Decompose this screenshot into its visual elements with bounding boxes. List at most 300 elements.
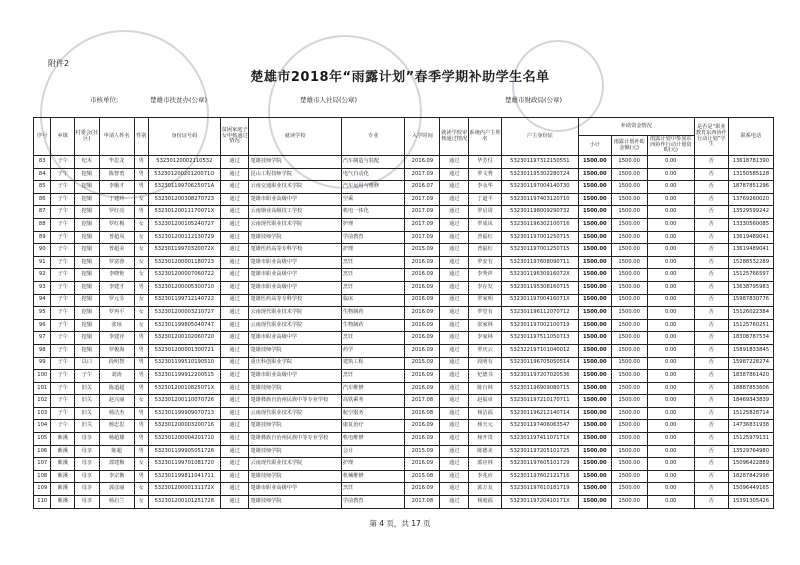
cell-school: 楚雄医药高等专科学校: [249, 244, 341, 257]
cell-no: 83: [34, 156, 51, 169]
cell-date: 2016.09: [405, 483, 440, 496]
cell-phone: 15987830776: [728, 294, 773, 307]
table-row: [34, 181, 774, 194]
cell-school: 云南现代职业技术学院: [249, 218, 341, 231]
cell-phone: 13619489041: [728, 244, 773, 257]
cell-pass: 通过: [220, 458, 249, 471]
cell-id: 532301200005300710: [148, 281, 220, 294]
cell-yulu: 1500.00: [611, 496, 647, 509]
cell-village: 母享: [75, 445, 100, 458]
cell-holder: 李家林: [469, 332, 502, 345]
cell-pass: 通过: [220, 370, 249, 383]
cell-check: 通过: [440, 319, 469, 332]
cell-other: 0.00: [647, 458, 694, 471]
table-row: [34, 395, 774, 408]
cell-village: 挖铜: [75, 218, 100, 231]
cell-account: 532301197001250715: [501, 231, 578, 244]
cell-id: 532301200003210727: [148, 307, 220, 320]
cell-id: 532301200105240727: [148, 218, 220, 231]
cell-gender: 女: [134, 395, 148, 408]
cell-plan: 否: [694, 256, 728, 269]
cell-town: 子午: [51, 206, 75, 219]
cell-check: 通过: [440, 206, 469, 219]
cell-village: 挖铜: [75, 319, 100, 332]
table-row: [34, 256, 774, 269]
cell-name: 陈超: [99, 445, 134, 458]
cell-yulu: 1500.00: [611, 168, 647, 181]
cell-account: 53230119630916072X: [501, 269, 578, 282]
cell-town: 子午: [51, 370, 75, 383]
cell-other: 0.00: [647, 269, 694, 282]
cell-village: 挖铜: [75, 244, 100, 257]
cell-subtotal: 1500.00: [578, 458, 611, 471]
cell-id: 53230120020120071O: [148, 168, 220, 181]
cell-no: 88: [34, 218, 51, 231]
cell-school: 楚雄技师学院: [249, 344, 341, 357]
cell-gender: 女: [134, 458, 148, 471]
cell-check: 通过: [440, 370, 469, 383]
cell-no: 104: [34, 420, 51, 433]
cell-holder: 罗安有: [469, 256, 502, 269]
cell-date: 2017.09: [405, 231, 440, 244]
cell-no: 106: [34, 445, 51, 458]
cell-plan: 否: [694, 458, 728, 471]
table-row: [34, 193, 774, 206]
cell-id: 53230120002110532: [148, 156, 220, 169]
cell-account: 532301197610181719: [501, 483, 578, 496]
header-other-amount: 雨露计划中参加东西协作行动计划资助(元): [647, 136, 694, 156]
cell-village: 挖铜: [75, 307, 100, 320]
cell-other: 0.00: [647, 433, 694, 446]
cell-account: 532301197205101725: [501, 445, 578, 458]
cell-town: 子午: [51, 244, 75, 257]
cell-id: 532301199712140722: [148, 294, 220, 307]
cell-holder: 罗家明: [469, 294, 502, 307]
cell-village: 旧关: [75, 382, 100, 395]
cell-major: 学前教育: [341, 496, 405, 509]
header-township: 乡镇: [51, 118, 75, 156]
cell-check: 通过: [440, 445, 469, 458]
cell-check: 通过: [440, 407, 469, 420]
cell-name: 罗俊海: [99, 344, 134, 357]
cell-gender: 女: [134, 319, 148, 332]
cell-other: 0.00: [647, 168, 694, 181]
cell-account: 532322197101040012: [501, 344, 578, 357]
cell-school: 楚雄技师学院: [249, 231, 341, 244]
cell-id: 532301199701081720: [148, 458, 220, 471]
cell-date: 2015.09: [405, 244, 440, 257]
cell-yulu: 1500.00: [611, 281, 647, 294]
cell-date: 2016.09: [405, 256, 440, 269]
cell-check: 通过: [440, 307, 469, 320]
cell-yulu: 1500.00: [611, 332, 647, 345]
cell-check: 通过: [440, 156, 469, 169]
cell-plan: 否: [694, 332, 728, 345]
cell-holder: 陈德美: [469, 445, 502, 458]
cell-subtotal: 1500.00: [578, 496, 611, 509]
cell-yulu: 1500.00: [611, 420, 647, 433]
cell-gender: 女: [134, 193, 148, 206]
cell-village: 挖铜: [75, 281, 100, 294]
cell-gender: 男: [134, 168, 148, 181]
cell-school: 楚雄技师学院: [249, 445, 341, 458]
cell-no: 85: [34, 181, 51, 194]
cell-pass: 通过: [220, 483, 249, 496]
cell-phone: 15891833845: [728, 344, 773, 357]
cell-yulu: 1500.00: [611, 357, 647, 370]
cell-gender: 男: [134, 382, 148, 395]
cell-other: 0.00: [647, 294, 694, 307]
cell-phone: 13618781390: [728, 156, 773, 169]
cell-check: 通过: [440, 193, 469, 206]
cell-village: 挖铜: [75, 256, 100, 269]
cell-name: 刘涛: [99, 370, 134, 383]
cell-account: 532301197608090711: [501, 256, 578, 269]
cell-subtotal: 1500.00: [578, 269, 611, 282]
cell-pass: 通过: [220, 307, 249, 320]
cell-phone: 18387861420: [728, 370, 773, 383]
cell-plan: 否: [694, 483, 728, 496]
cell-school: 云南现代职业技术学院: [249, 407, 341, 420]
cell-account: 532301197403120710: [501, 193, 578, 206]
cell-check: 通过: [440, 294, 469, 307]
cell-name: 李宗衡: [99, 470, 134, 483]
cell-subtotal: 1500.00: [578, 433, 611, 446]
cell-name: 普超凤: [99, 231, 134, 244]
cell-town: 子午: [51, 168, 75, 181]
cell-school: 楚雄市职业高级中学: [249, 370, 341, 383]
cell-date: 2016.09: [405, 344, 440, 357]
cell-no: 102: [34, 395, 51, 408]
cell-village: 挖铜: [75, 193, 100, 206]
cell-id: 53230119970625071A: [148, 181, 220, 194]
cell-account: 532301197312150551: [501, 156, 578, 169]
table-row: [34, 269, 774, 282]
table-body: [34, 156, 774, 509]
cell-subtotal: 1500.00: [578, 256, 611, 269]
cell-plan: 否: [694, 294, 728, 307]
cell-id: 532301200001180723: [148, 256, 220, 269]
cell-pass: 通过: [220, 206, 249, 219]
cell-gender: 男: [134, 370, 148, 383]
cell-check: 通过: [440, 496, 469, 509]
cell-date: 2016.09: [405, 156, 440, 169]
cell-account: 532301197210170711: [501, 395, 578, 408]
cell-account: 532301198009290732: [501, 206, 578, 219]
cell-village: 挖铜: [75, 269, 100, 282]
cell-town: 子午: [51, 269, 75, 282]
cell-account: 53230119720410171X: [501, 496, 578, 509]
cell-date: 2016.09: [405, 269, 440, 282]
cell-gender: 女: [134, 269, 148, 282]
cell-major: 生物制药: [341, 307, 405, 320]
cell-school: 云南现代职业技术学院: [249, 307, 341, 320]
cell-town: 紫溪: [51, 483, 75, 496]
cell-subtotal: 1500.00: [578, 483, 611, 496]
cell-other: 0.00: [647, 244, 694, 257]
cell-yulu: 1500.00: [611, 181, 647, 194]
cell-town: 子午: [51, 156, 75, 169]
cell-plan: 否: [694, 344, 728, 357]
cell-date: 2015.08: [405, 470, 440, 483]
cell-school: 楚雄技师学院: [249, 420, 341, 433]
cell-yulu: 1500.00: [611, 395, 647, 408]
header-subsidy-group: 补助资金情况: [578, 118, 694, 136]
cell-subtotal: 1500.00: [578, 332, 611, 345]
cell-town: 子午: [51, 382, 75, 395]
cell-yulu: 1500.00: [611, 244, 647, 257]
cell-holder: 罗庆云: [469, 344, 502, 357]
cell-subtotal: 1500.00: [578, 319, 611, 332]
cell-pass: 通过: [220, 433, 249, 446]
cell-subtotal: 1500.00: [578, 382, 611, 395]
cell-other: 0.00: [647, 344, 694, 357]
cell-date: 2016.09: [405, 370, 440, 383]
cell-id: 53230120011170071X: [148, 206, 220, 219]
header-village: 村委会(社区): [75, 118, 100, 156]
cell-gender: 男: [134, 332, 148, 345]
cell-town: 子午: [51, 332, 75, 345]
header-account-holder: 系统内户主姓名: [469, 118, 502, 156]
cell-pass: 通过: [220, 256, 249, 269]
cell-name: 杨忠思: [99, 420, 134, 433]
cell-other: 0.00: [647, 319, 694, 332]
cell-phone: 14736831938: [728, 420, 773, 433]
cell-id: 532301200004201710: [148, 433, 220, 446]
cell-school: 楚雄市职业高级中学: [249, 256, 341, 269]
cell-major: 烹饪: [341, 269, 405, 282]
cell-id: 53230120000131172X: [148, 483, 220, 496]
cell-school: 重庆科创职业学院: [249, 357, 341, 370]
cell-pass: 通过: [220, 332, 249, 345]
cell-id: 532301199805040747: [148, 319, 220, 332]
cell-town: 紫溪: [51, 445, 75, 458]
cell-school: 楚雄彝族自治州民族中等专业学校: [249, 433, 341, 446]
cell-no: 86: [34, 193, 51, 206]
cell-no: 107: [34, 458, 51, 471]
cell-pass: 通过: [220, 281, 249, 294]
cell-major: 生物制药: [341, 319, 405, 332]
cell-account: 532301195302280724: [501, 168, 578, 181]
cell-account: 532301197001250715: [501, 244, 578, 257]
cell-id: 532301200007060722: [148, 269, 220, 282]
cell-account: 532301195308160715: [501, 281, 578, 294]
cell-major: 汽车运用与维修: [341, 181, 405, 194]
cell-yulu: 1500.00: [611, 407, 647, 420]
cell-village: 旧关: [75, 420, 100, 433]
cell-plan: 否: [694, 281, 728, 294]
cell-pass: 通过: [220, 395, 249, 408]
cell-account: 532301197002100719: [501, 319, 578, 332]
cell-gender: 女: [134, 294, 148, 307]
cell-yulu: 1500.00: [611, 206, 647, 219]
cell-plan: 否: [694, 319, 728, 332]
cell-phone: 18308787534: [728, 332, 773, 345]
table-row: [34, 445, 774, 458]
cell-name: 罗红梅: [99, 218, 134, 231]
cell-id: 53230120010825071X: [148, 382, 220, 395]
cell-check: 通过: [440, 357, 469, 370]
cell-school: 楚雄市职业高级中学: [249, 193, 341, 206]
cell-holder: 李兆应: [469, 470, 502, 483]
cell-phone: 15096449165: [728, 483, 773, 496]
cell-phone: 13638795983: [728, 281, 773, 294]
page-footer: 第 4 页，共 17 页: [369, 519, 431, 528]
cell-other: 0.00: [647, 256, 694, 269]
cell-town: 子午: [51, 420, 75, 433]
cell-plan: 否: [694, 244, 728, 257]
cell-school: 云南钢业高级技工学校: [249, 206, 341, 219]
cell-yulu: 1500.00: [611, 156, 647, 169]
cell-gender: 男: [134, 206, 148, 219]
cell-pass: 通过: [220, 294, 249, 307]
cell-name: 丁建玲: [99, 193, 134, 206]
cell-check: 通过: [440, 231, 469, 244]
cell-gender: 男: [134, 357, 148, 370]
cell-plan: 否: [694, 433, 728, 446]
cell-gender: 女: [134, 483, 148, 496]
cell-no: 84: [34, 168, 51, 181]
cell-plan: 否: [694, 269, 728, 282]
attachment-label: 附件2: [48, 59, 70, 68]
cell-town: 紫溪: [51, 470, 75, 483]
cell-town: 子午: [51, 319, 75, 332]
cell-date: 2017.09: [405, 218, 440, 231]
cell-major: 护理: [341, 218, 405, 231]
cell-village: 挖铜: [75, 332, 100, 345]
table-row: [34, 281, 774, 294]
cell-yulu: 1500.00: [611, 370, 647, 383]
cell-major: 烹饪: [341, 332, 405, 345]
cell-major: 电气自动化: [341, 168, 405, 181]
cell-other: 0.00: [647, 307, 694, 320]
cell-yulu: 1500.00: [611, 294, 647, 307]
cell-subtotal: 1500.00: [578, 206, 611, 219]
cell-school: 楚雄彝族自治州民族中等专业学校: [249, 395, 341, 408]
cell-subtotal: 1500.00: [578, 407, 611, 420]
cell-subtotal: 1500.00: [578, 281, 611, 294]
cell-account: 532301197602121716: [501, 470, 578, 483]
cell-account: 532301197605101729: [501, 458, 578, 471]
cell-pass: 通过: [220, 193, 249, 206]
cell-other: 0.00: [647, 382, 694, 395]
header-gender: 性别: [134, 118, 148, 156]
cell-major: 空乘: [341, 193, 405, 206]
cell-village: 旧关: [75, 407, 100, 420]
cell-village: 母享: [75, 433, 100, 446]
cell-phone: 15125766597: [728, 269, 773, 282]
cell-no: 91: [34, 256, 51, 269]
cell-date: 2017.08: [405, 395, 440, 408]
cell-name: 杨超雄: [99, 433, 134, 446]
table-row: [34, 332, 774, 345]
cell-date: 2016.09: [405, 281, 440, 294]
cell-town: 紫溪: [51, 458, 75, 471]
cell-holder: 张家林: [469, 319, 502, 332]
cell-plan: 否: [694, 382, 728, 395]
cell-major: 烹饪: [341, 256, 405, 269]
cell-village: 旧关: [75, 395, 100, 408]
cell-gender: 女: [134, 231, 148, 244]
cell-major: 护理: [341, 458, 405, 471]
cell-other: 0.00: [647, 193, 694, 206]
cell-gender: 男: [134, 445, 148, 458]
cell-phone: 13529764980: [728, 445, 773, 458]
cell-yulu: 1500.00: [611, 269, 647, 282]
cell-pass: 通过: [220, 407, 249, 420]
header-subtotal: 小计: [578, 136, 611, 156]
cell-school: 楚雄市职业高级中学: [249, 269, 341, 282]
cell-village: 杞木: [75, 156, 100, 169]
table-header: [34, 118, 774, 156]
cell-plan: 否: [694, 395, 728, 408]
cell-no: 89: [34, 231, 51, 244]
cell-other: 0.00: [647, 218, 694, 231]
cell-village: 以口: [75, 357, 100, 370]
cell-village: 母享: [75, 470, 100, 483]
cell-plan: 否: [694, 445, 728, 458]
cell-other: 0.00: [647, 420, 694, 433]
cell-town: 子午: [51, 357, 75, 370]
cell-id: 532301200110070726: [148, 395, 220, 408]
cell-check: 通过: [440, 382, 469, 395]
cell-holder: 陈自林: [469, 382, 502, 395]
cell-town: 紫溪: [51, 496, 75, 509]
cell-subtotal: 1500.00: [578, 395, 611, 408]
cell-date: 2016.08: [405, 407, 440, 420]
cell-name: 罗再平: [99, 307, 134, 320]
cell-date: 2017.09: [405, 206, 440, 219]
cell-subtotal: 1500.00: [578, 470, 611, 483]
cell-check: 通过: [440, 395, 469, 408]
cell-no: 108: [34, 470, 51, 483]
cell-date: 2016.09: [405, 433, 440, 446]
cell-school: 楚雄技师学院: [249, 496, 341, 509]
cell-town: 子午: [51, 395, 75, 408]
cell-no: 90: [34, 244, 51, 257]
cell-name: 普超美: [99, 244, 134, 257]
cell-holder: 杨洁福: [469, 407, 502, 420]
cell-gender: 女: [134, 244, 148, 257]
header-yulu-amount: 雨露计划补助金额(元): [611, 136, 647, 156]
cell-village: 子午: [75, 370, 100, 383]
header-major: 专业: [341, 118, 405, 156]
cell-other: 0.00: [647, 483, 694, 496]
cell-plan: 否: [694, 181, 728, 194]
cell-name: 杨洁杰: [99, 407, 134, 420]
cell-yulu: 1500.00: [611, 458, 647, 471]
cell-school: 云南现代职业技术学院: [249, 458, 341, 471]
cell-name: 罗元芬: [99, 294, 134, 307]
cell-holder: 杨庭福: [469, 496, 502, 509]
cell-major: 建筑工程: [341, 357, 405, 370]
cell-date: 2016.09: [405, 420, 440, 433]
cell-no: 109: [34, 483, 51, 496]
cell-id: 532301200003200716: [148, 420, 220, 433]
cell-date: 2016.09: [405, 294, 440, 307]
cell-school: 昆山工程技师学院: [249, 168, 341, 181]
cell-village: 挖铜: [75, 231, 100, 244]
cell-plan: 否: [694, 370, 728, 383]
cell-id: 532301199912200515: [148, 370, 220, 383]
cell-other: 0.00: [647, 281, 694, 294]
cell-name: 李晓艳: [99, 269, 134, 282]
cell-subtotal: 1500.00: [578, 218, 611, 231]
cell-date: 2017.09: [405, 193, 440, 206]
cell-yulu: 1500.00: [611, 445, 647, 458]
table-row: [34, 407, 774, 420]
table-row: [34, 370, 774, 383]
